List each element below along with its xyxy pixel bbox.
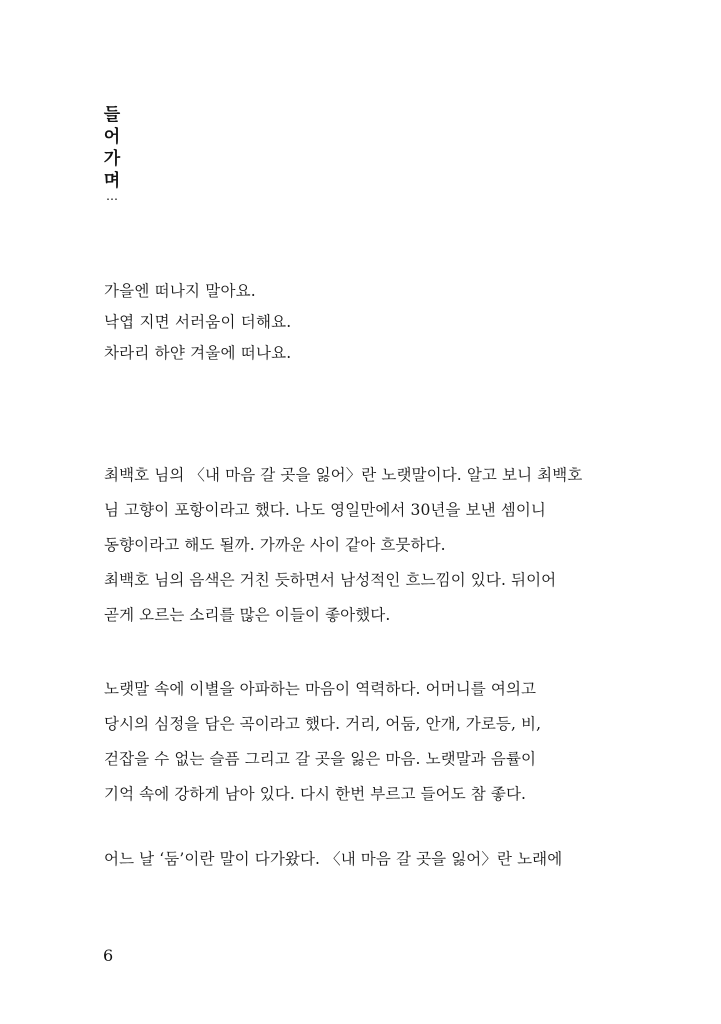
paragraph-2 — [104, 672, 604, 812]
poem-line: 낙엽 지면 서러움이 더해요. — [104, 313, 292, 331]
epigraph-lyrics — [104, 276, 291, 369]
chapter-title-char: 어 — [103, 127, 121, 147]
text-line: 동향이라고 해도 될까. 가까운 사이 같아 흐뭇하다. — [104, 536, 446, 554]
text-line: 곧게 오르는 소리를 많은 이들이 좋아했다. — [104, 606, 391, 624]
text-line: 노랫말 속에 이별을 아파하는 마음이 역력하다. 어머니를 여의고 — [104, 680, 537, 698]
text-line: 당시의 심정을 담은 곡이라고 했다. 거리, 어둠, 안개, 가로등, 비, — [104, 715, 542, 733]
paragraph-1 — [104, 458, 604, 633]
text-line: 걷잡을 수 없는 슬픔 그리고 갈 곳을 잃은 마음. 노랫말과 음률이 — [104, 750, 537, 768]
chapter-title-ellipsis: … — [106, 189, 118, 203]
chapter-title-char: 가 — [103, 149, 121, 169]
chapter-title-char: 들 — [103, 105, 121, 125]
poem-line: 가을엔 떠나지 말아요. — [104, 282, 256, 300]
text-line: 최백호 님의 〈내 마음 갈 곳을 잃어〉란 노랫말이다. 알고 보니 최백호 — [104, 466, 583, 484]
text-line: 기억 속에 강하게 남아 있다. 다시 한번 부르고 들어도 참 좋다. — [104, 785, 527, 803]
page-number: 6 — [103, 946, 114, 965]
text-line: 어느 날 ‘둠’이란 말이 다가왔다. 〈내 마음 갈 곳을 잃어〉란 노래에 — [104, 850, 563, 868]
chapter-title-vertical — [100, 104, 124, 202]
text-line: 최백호 님의 음색은 거친 듯하면서 남성적인 흐느낌이 있다. 뒤이어 — [104, 571, 557, 589]
chapter-title-char: 며 — [103, 171, 121, 191]
poem-line: 차라리 하얀 겨울에 떠나요. — [104, 344, 292, 362]
text-line: 님 고향이 포항이라고 했다. 나도 영일만에서 30년을 보낸 셈이니 — [104, 501, 546, 519]
paragraph-3 — [104, 842, 604, 877]
